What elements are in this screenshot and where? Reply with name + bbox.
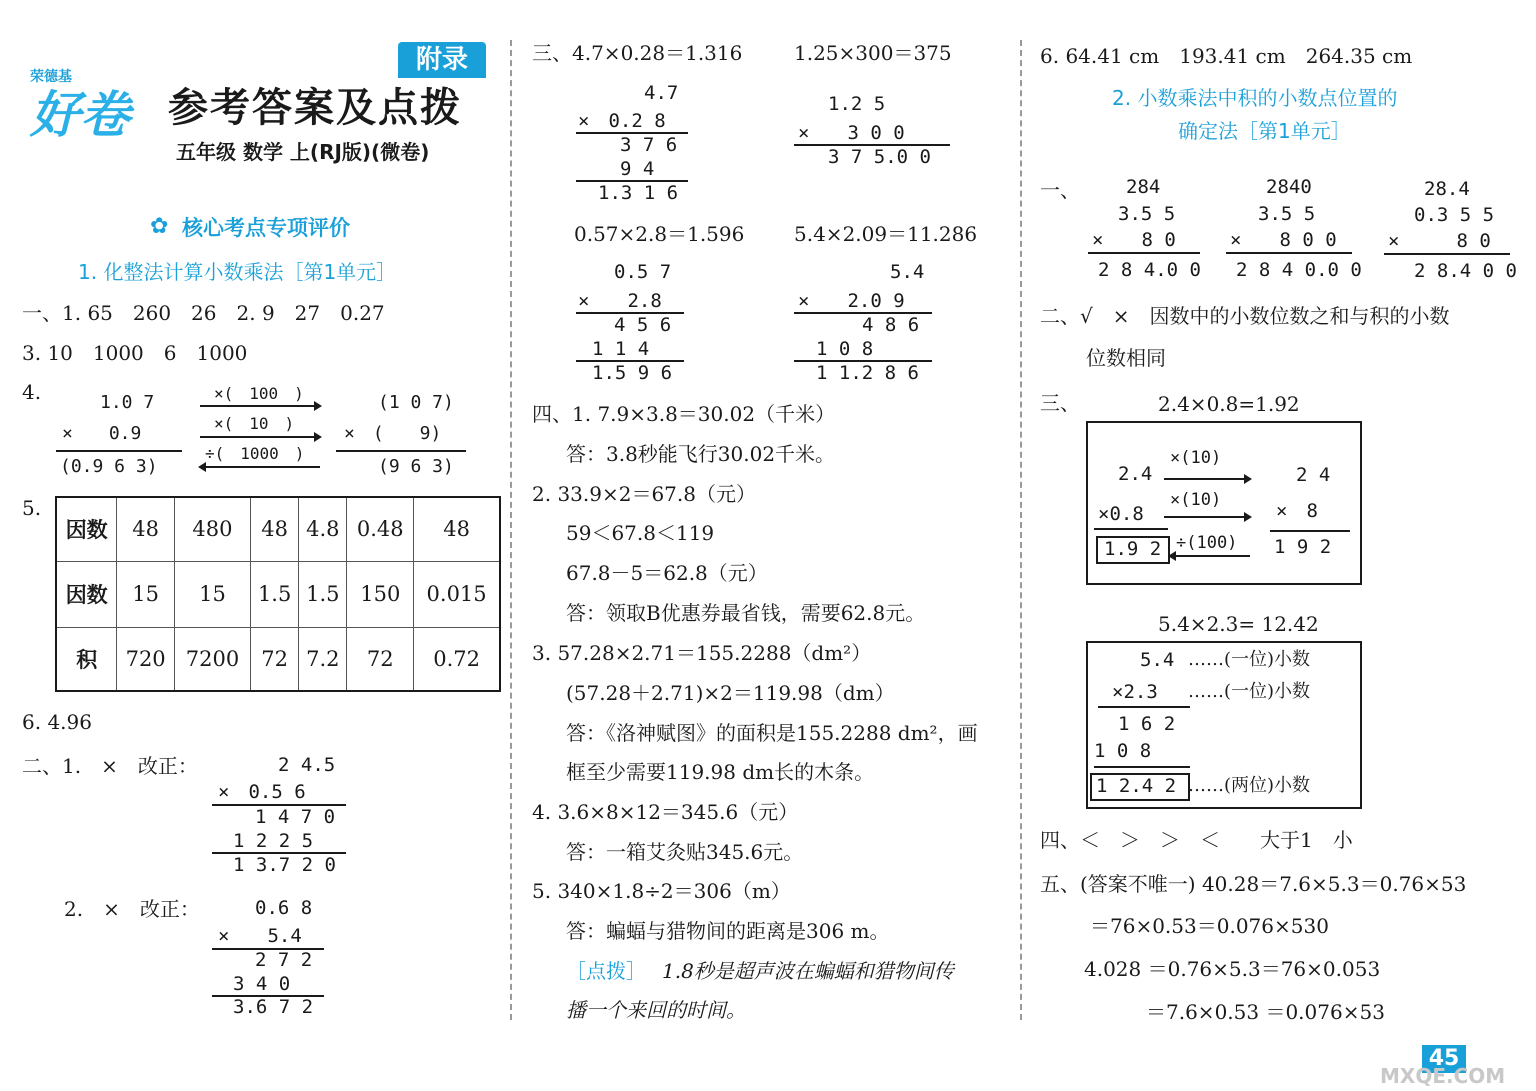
answer-line: 3. 57.28×2.71＝155.2288（dm²） <box>532 641 872 665</box>
answer-line: 四、1. 7.9×3.8＝30.02（千米） <box>532 402 836 426</box>
calc-line: × 5.4 <box>218 925 302 947</box>
page-number: 45 <box>1422 1045 1466 1073</box>
topic-title: 1. 化整法计算小数乘法［第1单元］ <box>78 260 397 284</box>
equation: 2.4×0.8=1.92 <box>1158 392 1300 416</box>
table-cell: 48 <box>117 497 175 561</box>
table-cell: 15 <box>174 561 250 627</box>
answer-line: 答：《洛神赋图》的面积是155.2288 dm²，画 <box>566 721 978 745</box>
calc-line: 3.5 5 <box>1258 203 1316 225</box>
table-cell: 72 <box>251 627 299 691</box>
answer-line: 五、(答案不唯一) 40.28＝7.6×5.3＝0.76×53 <box>1040 872 1467 896</box>
table-cell: 因数 <box>56 561 117 627</box>
answer-line: 二、√ × 因数中的小数位数之和与积的小数 <box>1040 304 1450 328</box>
answer-line: 三、4.7×0.28＝1.316 <box>532 41 743 65</box>
table-cell: 1.5 <box>299 561 347 627</box>
calc-rule <box>1270 530 1350 532</box>
table-cell: 7.2 <box>299 627 347 691</box>
calc-note: ……(一位)小数 <box>1188 649 1311 670</box>
answer-line: ＝76×0.53＝0.076×530 <box>1090 914 1329 938</box>
calc-rule <box>336 450 466 452</box>
calc-line: × 2.8 <box>578 290 662 312</box>
calc-note: ×( 10 ) <box>214 414 295 433</box>
calc-line: 3.5 5 <box>1118 203 1176 225</box>
calc-line: (1 0 7) <box>378 392 454 413</box>
calc-line: ×0.8 <box>1098 503 1144 525</box>
calc-line: 4.7 <box>644 82 679 104</box>
calc-line: 1 2 2 5 <box>233 830 314 852</box>
answer-line: 答：一箱艾灸贴345.6元。 <box>566 840 804 864</box>
calc-line: 28.4 <box>1424 178 1470 200</box>
table-cell: 72 <box>347 627 414 691</box>
column-divider <box>1020 40 1022 1020</box>
arrow-icon <box>1170 555 1250 557</box>
answer-line: 答：领取B优惠券最省钱，需要62.8元。 <box>566 601 926 625</box>
equation: 5.4×2.3= 12.42 <box>1158 612 1319 636</box>
brand-text: 荣德基 <box>30 69 72 85</box>
calc-line: × 0.2 8 <box>578 110 666 132</box>
calc-line: × 8 <box>1276 500 1318 522</box>
calc-rule <box>56 450 182 452</box>
calc-note: ……(一位)小数 <box>1188 681 1311 702</box>
calc-note: ÷( 1000 ) <box>205 444 305 463</box>
answer-line: 6. 64.41 cm 193.41 cm 264.35 cm <box>1040 44 1413 68</box>
answer-line: 二、1. × 改正： <box>22 754 198 778</box>
answer-line: 框至少需要119.98 dm长的木条。 <box>566 760 875 784</box>
calc-line: 1 3.7 2 0 <box>233 854 336 876</box>
arrow-icon <box>200 436 320 438</box>
answer-line: 59＜67.8＜119 <box>566 521 715 545</box>
answer-line: 4.028 ＝0.76×5.3＝76×0.053 <box>1084 957 1381 981</box>
calc-line: × 8 0 0 <box>1230 229 1337 251</box>
calc-line: ×2.3 <box>1112 681 1158 703</box>
calc-line: 1.9 2 <box>1104 538 1162 560</box>
calc-line: 2 7 2 <box>255 949 313 971</box>
table-cell: 7200 <box>174 627 250 691</box>
arrow-icon <box>200 405 320 407</box>
calc-rule <box>1094 766 1190 768</box>
calc-line: 2 4 <box>1296 464 1331 486</box>
calc-note: ÷(100) <box>1176 533 1238 553</box>
calc-line: 1 1 4 <box>592 338 650 360</box>
arrow-icon <box>1164 516 1250 518</box>
table-cell: 因数 <box>56 497 117 561</box>
answer-line: 位数相同 <box>1086 346 1166 370</box>
calc-line: 2 8 4 0.0 0 <box>1236 259 1362 281</box>
topic-title: 2. 小数乘法中积的小数点位置的 <box>1112 86 1398 110</box>
calc-line: 2 8.4 0 0 <box>1414 260 1517 282</box>
calc-line: 284 <box>1126 176 1161 198</box>
table-cell: 0.72 <box>414 627 500 691</box>
appendix-tag: 附录 <box>398 42 486 78</box>
answer-line: 2. 33.9×2＝67.8（元） <box>532 482 756 506</box>
calc-line: 1.5 9 6 <box>592 362 673 384</box>
answer-line: 3. 10 1000 6 1000 <box>22 341 248 365</box>
calc-line: 2.4 <box>1118 463 1153 485</box>
table-cell: 150 <box>347 561 414 627</box>
calc-line: 1 1.2 8 6 <box>816 362 919 384</box>
calc-line: 1.3 1 6 <box>598 182 679 204</box>
paw-icon: ✿ <box>150 214 169 239</box>
calc-rule <box>1098 706 1190 708</box>
calc-rule <box>1226 252 1352 254</box>
logo: 好卷 <box>30 86 130 144</box>
answer-line: 一、 <box>1040 178 1080 202</box>
table-cell: 积 <box>56 627 117 691</box>
calc-line: 5.4 <box>890 261 925 283</box>
table-cell: 48 <box>414 497 500 561</box>
table-cell: 4.8 <box>299 497 347 561</box>
calc-line: × 8 0 <box>1092 229 1176 251</box>
calc-line: 1.2 5 <box>828 93 886 115</box>
factor-table <box>55 496 501 692</box>
section-title: 核心考点专项评价 <box>182 216 350 240</box>
answer-line: 0.57×2.8＝1.596 <box>574 222 745 246</box>
calc-rule <box>1094 528 1168 530</box>
calc-line: 0.6 8 <box>255 897 313 919</box>
table-cell: 480 <box>174 497 250 561</box>
answer-line: 5.4×2.09＝11.286 <box>794 222 978 246</box>
calc-line: 2 8 4.0 0 <box>1098 259 1201 281</box>
calc-line: 1 4 7 0 <box>255 806 336 828</box>
table-cell: 1.5 <box>251 561 299 627</box>
calc-line: 2 4.5 <box>278 754 336 776</box>
calc-line: 0.5 7 <box>614 261 672 283</box>
calc-line: 1 0 8 <box>1094 740 1152 762</box>
calc-note: ×( 100 ) <box>214 384 304 403</box>
calc-line: (0.9 6 3) <box>60 456 158 477</box>
calc-rule <box>1088 252 1200 254</box>
calc-line: × 8 0 <box>1388 230 1491 252</box>
tip-label: ［点拨］ <box>566 959 646 983</box>
calc-line: 9 4 <box>620 158 655 180</box>
answer-line: 答：蝙蝠与猎物间的距离是306 m。 <box>566 919 890 943</box>
answer-line: 6. 4.96 <box>22 710 92 734</box>
tip-text: 播一个来回的时间。 <box>566 998 746 1022</box>
calc-line: 2840 <box>1266 176 1312 198</box>
calc-line: 1.0 7 <box>100 392 155 413</box>
calc-note: ……(两位)小数 <box>1188 775 1311 796</box>
table-row <box>56 497 500 561</box>
calc-line: 4 5 6 <box>614 314 672 336</box>
answer-line: 四、＜ ＞ ＞ ＜ 大于1 小 <box>1040 828 1353 852</box>
table-cell: 15 <box>117 561 175 627</box>
calc-line: 5.4 <box>1140 649 1175 671</box>
calc-line: 1 9 2 <box>1274 536 1332 558</box>
topic-title: 确定法［第1单元］ <box>1178 119 1351 143</box>
calc-line: 3 7 6 <box>620 134 678 156</box>
answer-line: ＝7.6×0.53 ＝0.076×53 <box>1146 1000 1385 1024</box>
table-row <box>56 561 500 627</box>
calc-rule <box>1384 253 1510 255</box>
table-cell: 48 <box>251 497 299 561</box>
arrow-icon <box>200 466 320 468</box>
table-cell: 720 <box>117 627 175 691</box>
page-title: 参考答案及点拨 <box>168 85 462 131</box>
arrow-icon <box>1164 478 1250 480</box>
answer-line: (57.28＋2.71)×2＝119.98（dm） <box>566 681 895 705</box>
calc-line: × 0.5 6 <box>218 781 306 803</box>
calc-line: 1 2.4 2 <box>1096 775 1177 797</box>
watermark: MXQE.COM <box>1380 1064 1506 1088</box>
tip-text: 1.8秒是超声波在蝙蝠和猎物间传 <box>662 959 954 983</box>
calc-line: 1 0 8 <box>816 338 874 360</box>
answer-line: 5. <box>22 496 42 520</box>
calc-line: × ( 9) <box>344 423 442 444</box>
calc-line: × 0.9 <box>62 423 142 444</box>
table-row <box>56 627 500 691</box>
answer-line: 三、 <box>1040 391 1080 415</box>
calc-line: 0.3 5 5 <box>1414 204 1495 226</box>
calc-line: 3 4 0 <box>233 973 291 995</box>
calc-line: × 2.0 9 <box>798 290 905 312</box>
calc-note: ×(10) <box>1170 448 1222 468</box>
calc-line: (9 6 3) <box>378 456 454 477</box>
calc-line: 4 8 6 <box>862 314 920 336</box>
calc-line: 3.6 7 2 <box>233 996 314 1018</box>
page-subtitle: 五年级 数学 上(RJ版)(微卷) <box>176 140 430 164</box>
table-cell: 0.015 <box>414 561 500 627</box>
answer-line: 答：3.8秒能飞行30.02千米。 <box>566 442 836 466</box>
answer-line: 4. 3.6×8×12＝345.6（元） <box>532 800 799 824</box>
column-divider <box>510 40 512 1020</box>
answer-line: 4. <box>22 380 42 404</box>
answer-line: 67.8－5＝62.8（元） <box>566 561 768 585</box>
calc-line: × 3 0 0 <box>798 122 905 144</box>
answer-line: 1.25×300＝375 <box>794 41 952 65</box>
calc-line: 3 7 5.0 0 <box>828 146 931 168</box>
calc-note: ×(10) <box>1170 490 1222 510</box>
table-cell: 0.48 <box>347 497 414 561</box>
answer-line: 2. × 改正： <box>64 897 200 921</box>
answer-line: 一、1. 65 260 26 2. 9 27 0.27 <box>22 301 385 325</box>
calc-line: 1 6 2 <box>1118 713 1176 735</box>
answer-line: 5. 340×1.8÷2＝306（m） <box>532 879 791 903</box>
